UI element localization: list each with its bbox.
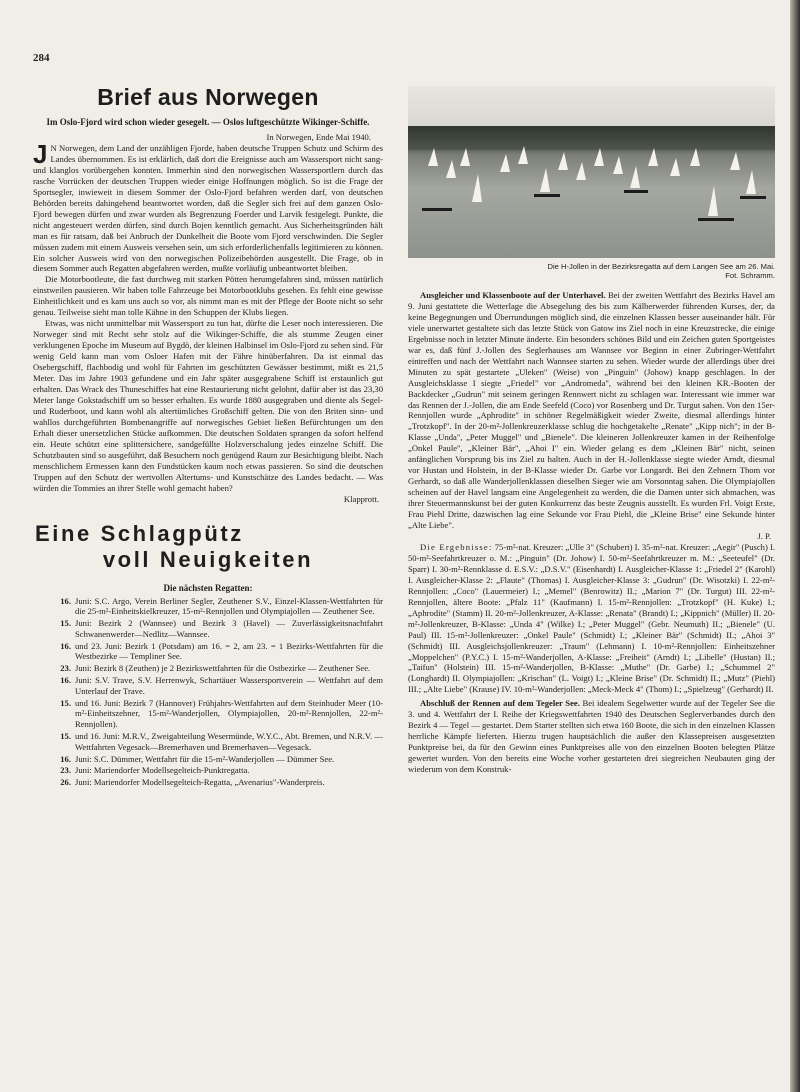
sailboat-shape bbox=[446, 160, 456, 178]
regatta-entry: 16. Juni: S.C. Dümmer, Wettfahrt für die 15-m²-Wanderjollen — Dümmer See. bbox=[60, 753, 335, 764]
drop-cap: J bbox=[33, 139, 48, 169]
regatta-entry: 16. Juni: S.C. Argo, Verein Berliner Segler, Zeuthener S.V., Einzel-Klassen-Wettfahrten für die 25-m²-Einheitskielkreuzer, 15-m²-Rennjollen und Olympiajollen — Zeuthener See. bbox=[60, 595, 383, 617]
sailboat-shape bbox=[670, 158, 680, 176]
boat-hull bbox=[534, 194, 560, 197]
regatta-entry: 15. und 16. Juni: M.R.V., Zweigabteilung Wesermünde, W.Y.C., Abt. Bremen, und N.R.V. — Wettfahrten Vegesack—Bremerhaven und Bremerhaven—Vegesack. bbox=[60, 731, 383, 752]
regatta-entry: 16. Juni: S.V. Trave, S.V. Herrenwyk, Schartäuer Wassersportverein — Wettfahrt auf dem Unterlauf der Trave. bbox=[60, 675, 383, 696]
author-name: Klapprott. bbox=[343, 493, 379, 504]
section-unterhavel: Ausgleicher und Klassenboote auf der Unterhavel. Bei der zweiten Wettfahrt des Bezirks Havel am 9. Juni gestattete die Wetterlage die Absegelung des bis zum Kälberwerder führenden Kurses, der, da keine Begegnungen und Überrundungen möglich sind, die einzelnen Klassen besser auseinander hält. Für viele unerwartet gestaltete sich das letzte Stück von Gatow ins Ziel noch in eine Kreuzstrecke, die einige Ergebnisse noch in letzter Minute änderte. Ein besonders schönes Bild und ein Zeichen guten Sportgeistes war es, daß fünf J.-Jollen des Seglerhauses am Wannsee vor Beginn in einer Zubringer-Wettfahrt eintreffen und nach der Wettfahrt nach Wannsee starten zu sehen. Wieder wurde der allerdings über drei Minuten zu spät gestartete „Uleken" (Weise) von „Pinguin" (Johow) knapp geschlagen. In der Ausgleichsklasse I siegte „Friedel" vor „Andromeda", während bei den kleinen KR.-Booten der Backdecker „Gudrun" mit seinem geringen Rennwert nicht zu schlagen war. Interessant wie immer war das Rennen der J.-Jollen, die am Ende Seefeld (Coco) vor Rosenberg und Dr. Turgut sahen. Von den 15er-Rennjollen wurde „Aphrodite" in schöner Regelmäßigkeit wieder Zweite, diesmal allerdings hinter „Trotzkopf". In der 20-m²-Jollenkreuzerklasse schlug die hochgetakelte „Renate" „Kipp nich"; in der B-Klasse „Unda", „Peter Muggel" und „Bienele". Die kleineren Jollenkreuzer kamen in der Reihenfolge „Onkel Paule", „Kleiner Bär", „Ahoi I" ein. Wieder gelang es dem „Kleinen Bär" nicht, seinen anfänglichen Vorsprung bis ins Ziel zu halten. Auch in der H.-Jollenklasse siegte wieder Arndt, diesmal vor Hustan und Holstein, in der B-Klasse wieder Dr. Garbe vor Longardt. Bei den Zehnern Thom vor Gerhardt, so daß alle Wanderjollenklassen dieselben Sieger wie am Vorsonntag sahen. Die Olympiajollen scheinen auf der Havel langsam eine Angelegenheit zu werden, die die Damen unter sich abmachen, was ihrer Steuermannskunst bei der guten Konkurrenz das beste Zeugnis ausstellt. Es wurden Frl. Voigt Erste, Frau Piehl Dritte, dazwischen lag eine Sekunde vor Frau Piehl, die „Kleine Brise" eine Sekunde hinter „Alte Liebe". bbox=[408, 290, 775, 531]
sailboat-shape bbox=[540, 168, 550, 192]
regatta-entry: 26. Juni: Mariendorfer Modellsegelteich-Regatta, „Avenarius"-Wanderpreis. bbox=[60, 777, 325, 788]
section-heading-unterhavel: Ausgleicher und Klassenboote auf der Unterhavel. bbox=[420, 290, 606, 300]
article-title-schlagpuetz: Eine Schlagpütz voll Neuigkeiten bbox=[35, 520, 314, 572]
photo-caption: Die H-Jollen in der Bezirksregatta auf dem Langen See am 26. Mai. Fot. Schramm. bbox=[547, 262, 775, 280]
boat-hull bbox=[624, 190, 648, 193]
section-signature: J. P. bbox=[757, 530, 771, 541]
article-title-brief-aus-norwegen: Brief aus Norwegen bbox=[97, 84, 319, 110]
boat-hull bbox=[422, 208, 452, 211]
sailboat-shape bbox=[518, 146, 528, 164]
sailboat-shape bbox=[746, 170, 756, 194]
article-paragraph-1: J N Norwegen, dem Land der unzähligen Fjorde, haben deutsche Truppen Schutz und Schirm des Landes übernommen. Es ist erklärlich, daß dort die Ereignisse auch am Wassersport nicht sang- und klanglos vorübergehen konnten. Immerhin sind den norwegischen Wassersportlern durch das rasche Vorrücken der deutschen Truppen wieder einige Hoffnungen möglich. So ist die Frage der Sportsegler, inwieweit in diesem Sommer der Oslo-Fjord befahren werden darf, von deutschen Behörden bereits dahingehend beantwortet worden, daß die Segler sich frei auf dem ganzen Oslo-Fjord bewegen dürfen und zwar wurden als Begrenzung Foerder und Larvik festgelegt. Punkte, die nicht angesteuert werden dürfen, sind durch Bojen kenntlich gemacht. Aus Sicherheitsgründen hält man es für ratsam, daß bei Anbruch der Dunkelheit die Boote vom Fjord verschwinden. Die Segler müssen zudem mit einem Ausweis versehen sein, um sich erforderlichenfalls legitimieren zu können. Ein solcher Ausweis wird von den norwegischen Polizeibehörden ausgestellt. Die Frage, ob in diesem Sommer auch Regatten abgefahren werden, mußte vorläufig unbeantwortet bleiben. bbox=[33, 139, 383, 274]
sailboat-shape bbox=[472, 174, 482, 202]
regatta-entry: 23. Juni: Mariendorfer Modellsegelteich-Punktregatta. bbox=[60, 765, 250, 776]
dateline: In Norwegen, Ende Mai 1940. bbox=[266, 132, 371, 142]
article-paragraph-3: Etwas, was nicht unmittelbar mit Wassersport zu tun hat, dürfte die Leser noch interessieren. Die Norweger sind mit Recht sehr stolz auf die Wikinger-Schiffe, die als stumme Zeugen einer verklungenen Epoche im Museum auf Bygdö, der kleinen Halbinsel im Oslo-Fjord zu sehen sind. Für wenig Geld kann man vom Osloer Hafen mit der Fähre hinüberfahren. Da ist einmal das Osebergschiff, flachbodig und wohl für Fahrten im geschützten Gewässer bestimmt, mißt es 21,5 Meter. Das im Jahre 1903 gefundene und ein Jahr später ausgegrabene Schiff ist erstaunlich gut erhalten. Das Wrack des Thuneschiffes hat eine Restaurierung nicht gelohnt, dafür aber ist das 23,30 Meter lange Gokstadschiff um so besser erhalten. Es wurde 1880 ausgegraben und diente als Segel- und Ruderboot, und kann wohl als altertümliches Großschiff gelten. Die von den Briten sinn- und wahllos durchgeführten Bombenangriffe auf norwegisches Gebiet ließen Befürchtungen um den Erhalt dieser unersetzlichen Stücke aufkommen. Die deutschen Soldaten sprangen da sofort helfend ein. Heute schützt eine splittersichere, sandgefüllte Holzverschalung jedes einzelne Schiff. Die Schutzbauten sind so ausgeführt, daß Besuchern noch genügend Raum zur Besichtigung bleibt. Nach menschlichem Ermessen kann den Fundstücken kaum noch etwas passieren. So sind die deutschen Truppen auf den Schutz der wertvollen Altertums- und Kunstschätze des Landes bedacht. — Was würden die Tommies an ihrer Stelle wohl gemacht haben? bbox=[33, 318, 383, 493]
section-tegeler-see: Abschluß der Rennen auf dem Tegeler See. Bei idealem Segelwetter wurde auf der Tegeler See die 3. und 4. Wettfahrt der I. Reihe der Kriegswettfahrten 1940 des Deutschen Seglerverbandes durch den Bezirk 4 — Tegel — gestartet. Dem Starter stellten sich etwa 160 Boote, die sich in den einzelnen Klassen herrliche Kämpfe lieferten. Hierzu trugen hauptsächlich die außer den Klassepreisen ausgesetzten Punktpreise bei, da für den Gewinn eines Punktpreises alle von den einzelnen Booten belegten Plätze gewertet wurden. Von den bereits eine Woche vorher gestarteten drei siegreichen Neubauten ging der wiederum von dem Konstruk- bbox=[408, 698, 775, 775]
sailboat-shape bbox=[613, 156, 623, 174]
sailboat-shape bbox=[690, 148, 700, 166]
sailboat-shape bbox=[630, 166, 640, 188]
sailboat-shape bbox=[708, 186, 718, 216]
sailing-photo bbox=[408, 86, 775, 258]
sailboat-shape bbox=[558, 152, 568, 170]
regatta-entry: 15. Juni: Bezirk 2 (Wannsee) und Bezirk 3 (Havel) — Zuverlässigkeitsnachtfahrt Schwanenwerder—Nedlitz—Wannsee. bbox=[60, 618, 383, 639]
results-paragraph: Die Ergebnisse: 75-m²-nat. Kreuzer: „Ulle 3" (Schubert) I. 35-m²-nat. Kreuzer: „Aegir" (Pusch) I. 50-m²-Seefahrtkreuzer o. M.: „Pinguin" (Dr. Johow) I. 50-m²-Seefahrtkreuzer m. M.: „Seeteufel" (Dr. Sparr) I. 30-m²-Rennklasse d. E.S.V.: „D.S.V." (Eisenhardt) I. Ausgleicher-Klasse 1: „Friedel 2" (Karohl) I. Ausgleicher-Klasse 2: „Flaute" (Thomas) I. Ausgleicher-Klasse 3: „Gudrun" (Dr. Wisotzki) I. 22-m²-Rennjollen: „Coco" (Lauermeier) I.; „Memel" (Benrowitz) II.; „Marion 7" (Dr. Turgut) III. 22-m²-Rennjollen, ältere Boote: „Pfalz 11" (Kaufmann) I. 15-m²-Rennjollen: „Trotzkopf" (H. Kuke) I.; „Aphrodite" (Stamm) II. 20-m²-Jollenkreuzer, A-Klasse: „Renata" (Brandt) I.; „Kippnich" (Müller) II. 20-m²-Jollenkreuzer, B-Klasse: „Unda 4" (Wilke) I.; „Peter Muggel" (Gebr. Neumuth) II.; „Bienele" (U. Paul) III. 15-m²-Jollenkreuzer: „Onkel Paule" (Schmidt) I.; „Kleiner Bär" (Schmidt) II.; „Ahoi 3" (Schmidt) III. Ausgleichsjollenkreuzer: „Traum" (Lehmann) I. 10-m²-Rennjollen: Einheitszehner „Moppelchen" (P.Y.C.) I. 15-m²-Wanderjollen, A-Klasse: „Freiheit" (Arndt) I.; „Libelle" (Hustan) II.; „Taifun" (Holstein) III. 15-m²-Wanderjollen, B-Klasse: „Muthe" (Dr. Garbe) I.; „Schummel 2" (Longhardt) II. Olympiajollen: „Krischan" (L. Voigt) I.; „Kleine Brise" (Dr. Schmidt) II.; „Mutz" (Piehl) III.; „Alte Liebe" (Krause) IV. 10-m²-Wanderjollen: „Meck-Meck 4" (Thom) I.; „Spielzeug" (Gerhardt) II. bbox=[408, 541, 776, 695]
sailboat-shape bbox=[460, 148, 470, 166]
left-column bbox=[33, 80, 383, 789]
regatta-entry: 15. und 16. Juni: Bezirk 7 (Hannover) Frühjahrs-Wettfahrten auf dem Steinhuder Meer (10-m²-Einheitszehner, 15-m²-Wanderjollen, Olympiajollen, 20-m²-Rennjollen, 22-m²-Rennjollen). bbox=[60, 697, 383, 730]
sailboat-shape bbox=[428, 148, 438, 166]
sailboat-shape bbox=[730, 152, 740, 170]
sailboat-shape bbox=[500, 154, 510, 172]
section-heading-tegeler-see: Abschluß der Rennen auf dem Tegeler See. bbox=[420, 698, 580, 709]
regatta-entry: 16. und 23. Juni: Bezirk 1 (Potsdam) am 16. = 2, am 23. = 1 Bezirks-Wettfahrten für die Westbezirke — Templiner See. bbox=[60, 640, 383, 662]
regatta-entry: 23. Juni: Bezirk 8 (Zeuthen) je 2 Bezirkswettfahrten für die Ostbezirke — Zeuthener See. bbox=[60, 663, 371, 674]
author-line bbox=[33, 494, 383, 505]
boat-hull bbox=[698, 218, 734, 221]
photo-treeline bbox=[408, 126, 775, 150]
article-subtitle: Im Oslo-Fjord wird schon wieder gesegelt. — Oslos luftgeschützte Wikinger-Schiffe. bbox=[46, 117, 370, 127]
book-spine bbox=[790, 0, 800, 1092]
results-label: Die Ergebnisse: bbox=[420, 541, 493, 552]
regatta-heading: Die nächsten Regatten: bbox=[163, 582, 253, 593]
sailboat-shape bbox=[576, 162, 586, 180]
boat-hull bbox=[740, 196, 766, 199]
sailboat-shape bbox=[594, 148, 604, 166]
page-number: 284 bbox=[33, 52, 50, 64]
article-paragraph-2: Die Motorbootleute, die fast durchweg mit starken Pötten herumgefahren sind, müssen natürlich einstweilen pausieren. Wir haben tolle Fahrzeuge bei Motorbootklubs gesehen. Es fehlt eine gewisse Einheitlichkeit und es kam uns auch so vor, als nimmt man es mit der Pflege der Boote nicht so sehr genau. Teilweise sieht man tolle Kähne in den Schuppen der Klubs liegen. bbox=[33, 274, 383, 318]
right-column bbox=[408, 86, 775, 775]
regatta-list bbox=[33, 596, 383, 789]
sailboat-shape bbox=[648, 148, 658, 166]
